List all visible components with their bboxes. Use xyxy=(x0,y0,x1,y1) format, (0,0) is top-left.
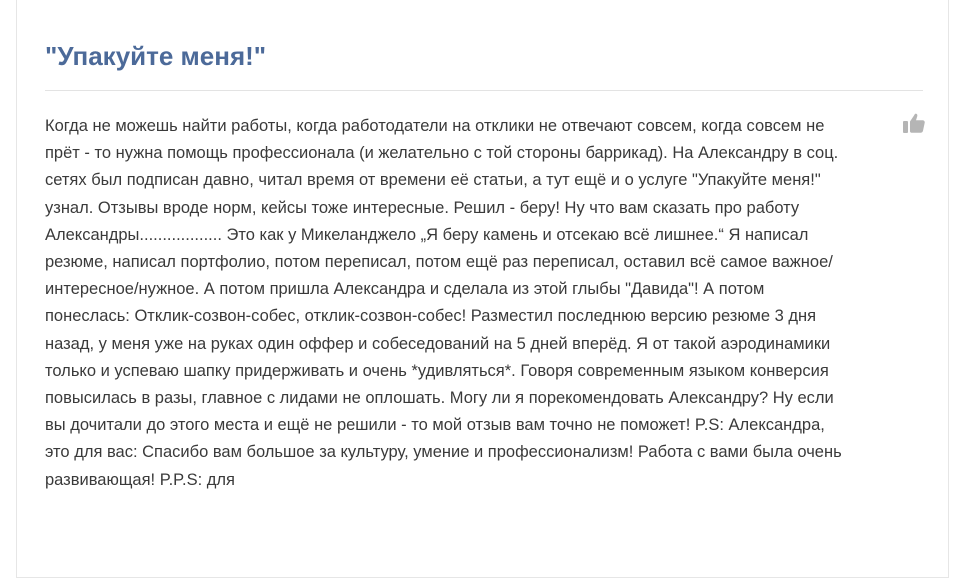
review-text: Когда не можешь найти работы, когда работодатели на отклики не отвечают совсем, когда совсем не прёт - то нужна помощь профессионала (и желательно с той стороны баррикад). На Александру в соц. сетях был подписан давно, читал время от времени её статьи, а тут ещё и о услуге "Упакуйте меня!" узнал. Отзывы вроде норм, кейсы тоже интересные. Решил - беру! Ну что вам сказать про работу Александры.................. Это как у Микеланджело „Я беру камень и отсекаю всё лишнее.“ Я написал резюме, написал портфолио, потом переписал, потом ещё раз переписал, оставил всё самое важное/интересное/нужное. А потом пришла Александра и сделала из этой глыбы "Давида"! А потом понеслась: Отклик-созвон-собес, отклик-созвон-собес! Разместил последнюю версию резюме 3 дня назад, у меня уже на руках один оффер и собеседований на 5 дней вперёд. Я от такой аэродинамики только и успеваю шапку придерживать и очень *удивляться*. Говоря современным языком конверсия повысилась в разы, главное с лидами не оплошать. Могу ли я порекомендовать Александру? Ну если вы дочитали до этого места и ещё не решили - то мой отзыв вам точно не поможет! P.S: Александра, это для вас: Спасибо вам большое за культуру, умение и профессионализм! Работа с вами была очень развивающая! P.P.S: для xyxy=(45,117,842,489)
title-divider xyxy=(45,90,923,91)
thumbs-up-icon xyxy=(902,112,926,134)
like-button[interactable] xyxy=(902,112,926,134)
review-title: "Упакуйте меня!" xyxy=(45,41,267,71)
